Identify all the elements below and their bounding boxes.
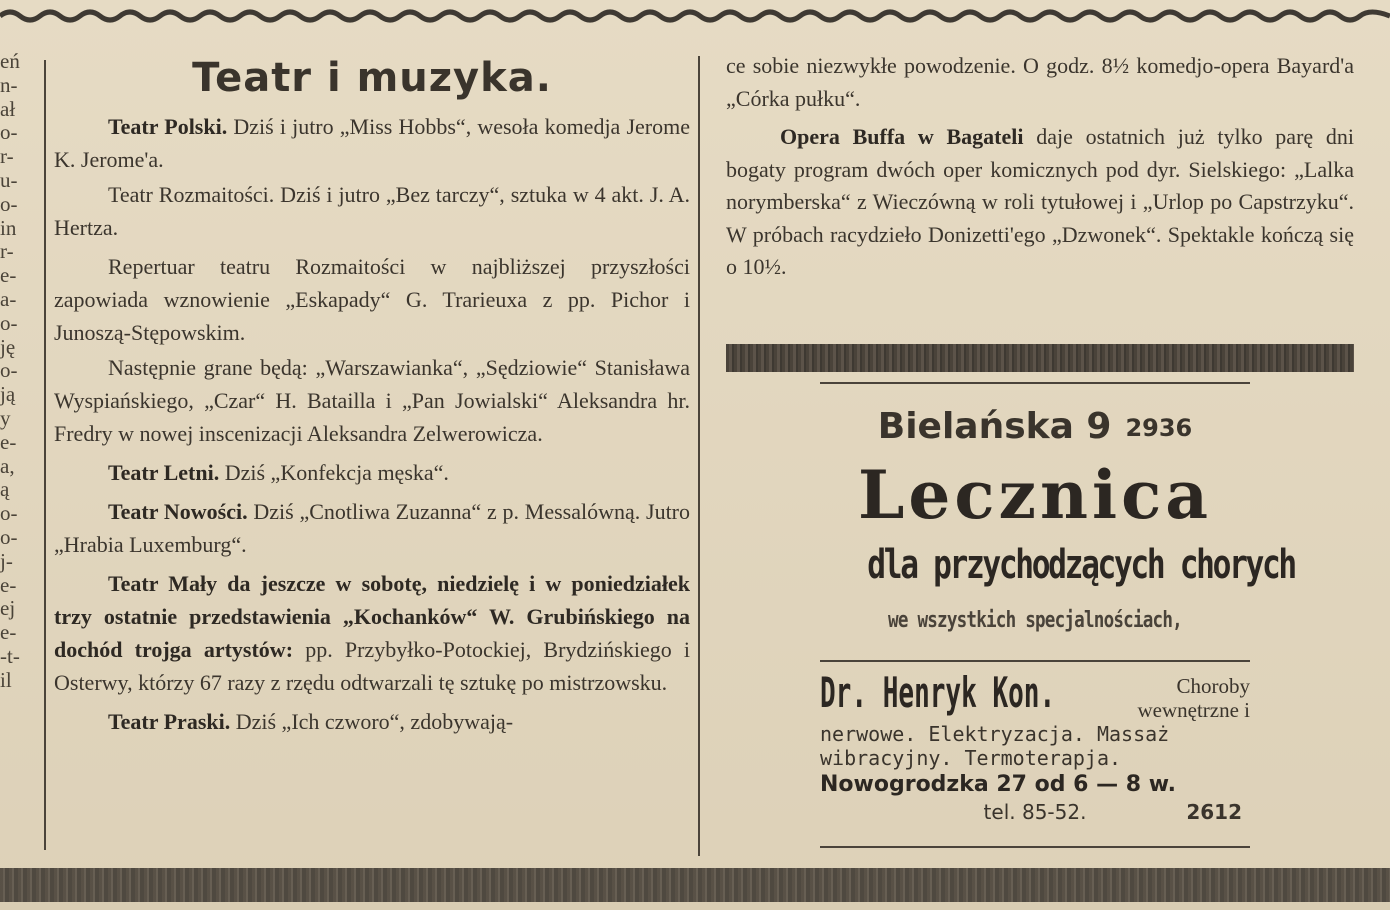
ad-clinic-name: Lecznica xyxy=(857,456,1213,534)
margin-fragment: a, xyxy=(0,453,15,478)
ad-street-hours: Nowogrodzka 27 od 6 — 8 w. xyxy=(820,772,1177,797)
margin-fragment: o- xyxy=(0,524,18,549)
article-teatr-praski: Teatr Praski. Dziś „Ich czworo“, zdobywają- xyxy=(108,709,514,734)
column-rule-middle xyxy=(698,56,700,856)
margin-fragment: ą xyxy=(0,477,10,502)
margin-fragment: o- xyxy=(0,358,18,383)
ad-code: 2612 xyxy=(1186,800,1242,824)
left-margin-fragments xyxy=(0,50,34,693)
margin-fragment: o- xyxy=(0,191,18,216)
ad-divider-top xyxy=(820,382,1250,384)
article-teatr-nowosci: Teatr Nowości. Dziś „Cnotliwa Zuzanna“ z p. Messalówną. Jutro „Hrabia Luxemburg“. xyxy=(54,499,691,557)
margin-fragment: ją xyxy=(0,382,16,407)
bottom-rule xyxy=(0,868,1390,902)
margin-fragment: n- xyxy=(0,72,18,97)
margin-fragment: y xyxy=(0,405,11,430)
margin-fragment: j- xyxy=(0,548,13,573)
margin-fragment: ję xyxy=(0,334,16,359)
article-teatr-letni: Teatr Letni. Dziś „Konfekcja męska“. xyxy=(108,460,449,485)
ad-number: 2936 xyxy=(1125,414,1193,442)
margin-fragment: il xyxy=(0,667,12,692)
margin-fragment: eń xyxy=(0,49,20,73)
advertisement-lecznica xyxy=(820,376,1295,856)
article-teatr-maly: Teatr Mały da jeszcze w sobotę, niedzielę i w poniedziałek trzy ostatnie przedstawienia „Kochanków“ W. Grubińskiego na dochód trojga artystów: pp. Przybyłko-Potockiej, Brydzińskiego i Osterwy, którzy 67 razy z rzędu odtwarzali tę sztukę po mistrzowsku. xyxy=(54,571,691,695)
ad-subtitle-secondary: we wszystkich specjalnościach, xyxy=(888,608,1182,633)
section-title: Teatr i muzyka. xyxy=(192,55,552,101)
margin-fragment: ej xyxy=(0,596,16,621)
margin-fragment: ał xyxy=(0,96,16,121)
ad-divider-middle xyxy=(820,660,1250,662)
ad-address: Bielańska 9 2936 xyxy=(877,406,1193,447)
column-rule-left xyxy=(44,60,46,850)
column-left xyxy=(54,50,690,744)
article-repertuar: Repertuar teatru Rozmaitości w najbliższej przyszłości zapowiada wznowienie „Eskapady“ G. Trarieuxa z pp. Pichor i Junoszą-Stępowskim. xyxy=(54,254,690,345)
ad-top-rule xyxy=(726,344,1354,372)
ad-phone-row xyxy=(820,800,1250,824)
article-continuation: ce sobie niezwykłe powodzenie. O godz. 8½ komedjo-opera Bayard'a „Córka pułku“. xyxy=(726,53,1354,111)
margin-fragment: e- xyxy=(0,620,17,645)
article-nastepnie: Następnie grane będą: „Warszawianka“, „Sędziowie“ Stanisława Wyspiańskiego, „Czar“ H. Batailla i „Pan Jowialski“ Aleksandra hr. Fredry w nowej inscenizacji Aleksandra Zelwerowicza. xyxy=(54,355,690,446)
margin-fragment: o- xyxy=(0,120,18,145)
ad-specialty: Choroby wewnętrzne i xyxy=(1137,674,1250,722)
margin-fragment: e- xyxy=(0,572,17,597)
column-right xyxy=(726,50,1354,290)
article-teatr-polski: Teatr Polski. Dziś i jutro „Miss Hobbs“, wesoła komedja Jerome K. Jerome'a. xyxy=(54,114,690,172)
margin-fragment: o- xyxy=(0,310,18,335)
margin-fragment: r- xyxy=(0,239,14,264)
ad-services: nerwowe. Elektryzacja. Massaż wibracyjny. Termoterapja. xyxy=(820,722,1170,770)
margin-fragment: u- xyxy=(0,167,18,192)
article-teatr-rozmaitosci: Teatr Rozmaitości. Dziś i jutro „Bez tarczy“, sztuka w 4 akt. J. A. Hertza. xyxy=(54,182,690,240)
margin-fragment: a- xyxy=(0,286,17,311)
bottom-margin xyxy=(0,902,1390,910)
ad-subtitle: dla przychodzących chorych xyxy=(867,542,1295,588)
margin-fragment: -t- xyxy=(0,643,20,668)
top-wavy-rule xyxy=(0,6,1390,26)
margin-fragment: o- xyxy=(0,501,18,526)
ad-doctor-name: Dr. Henryk Kon. xyxy=(820,668,1056,717)
margin-fragment: e- xyxy=(0,429,17,454)
margin-fragment: in xyxy=(0,215,17,240)
margin-fragment: e- xyxy=(0,263,17,288)
article-opera-buffa: Opera Buffa w Bagateli daje ostatnich już tylko parę dni bogaty program dwóch oper komicznych pod dyr. Sielskiego: „Lalka norymberska“ z Wieczówną w roli tytułowej i „Urlop po Capstrzyku“. W próbach racydzieło Donizetti'ego „Dzwonek“. Spektakle kończą się o 10½. xyxy=(726,124,1354,279)
ad-divider-bottom xyxy=(820,846,1250,848)
margin-fragment: r- xyxy=(0,144,14,169)
ad-phone: tel. 85-52. xyxy=(983,800,1087,824)
